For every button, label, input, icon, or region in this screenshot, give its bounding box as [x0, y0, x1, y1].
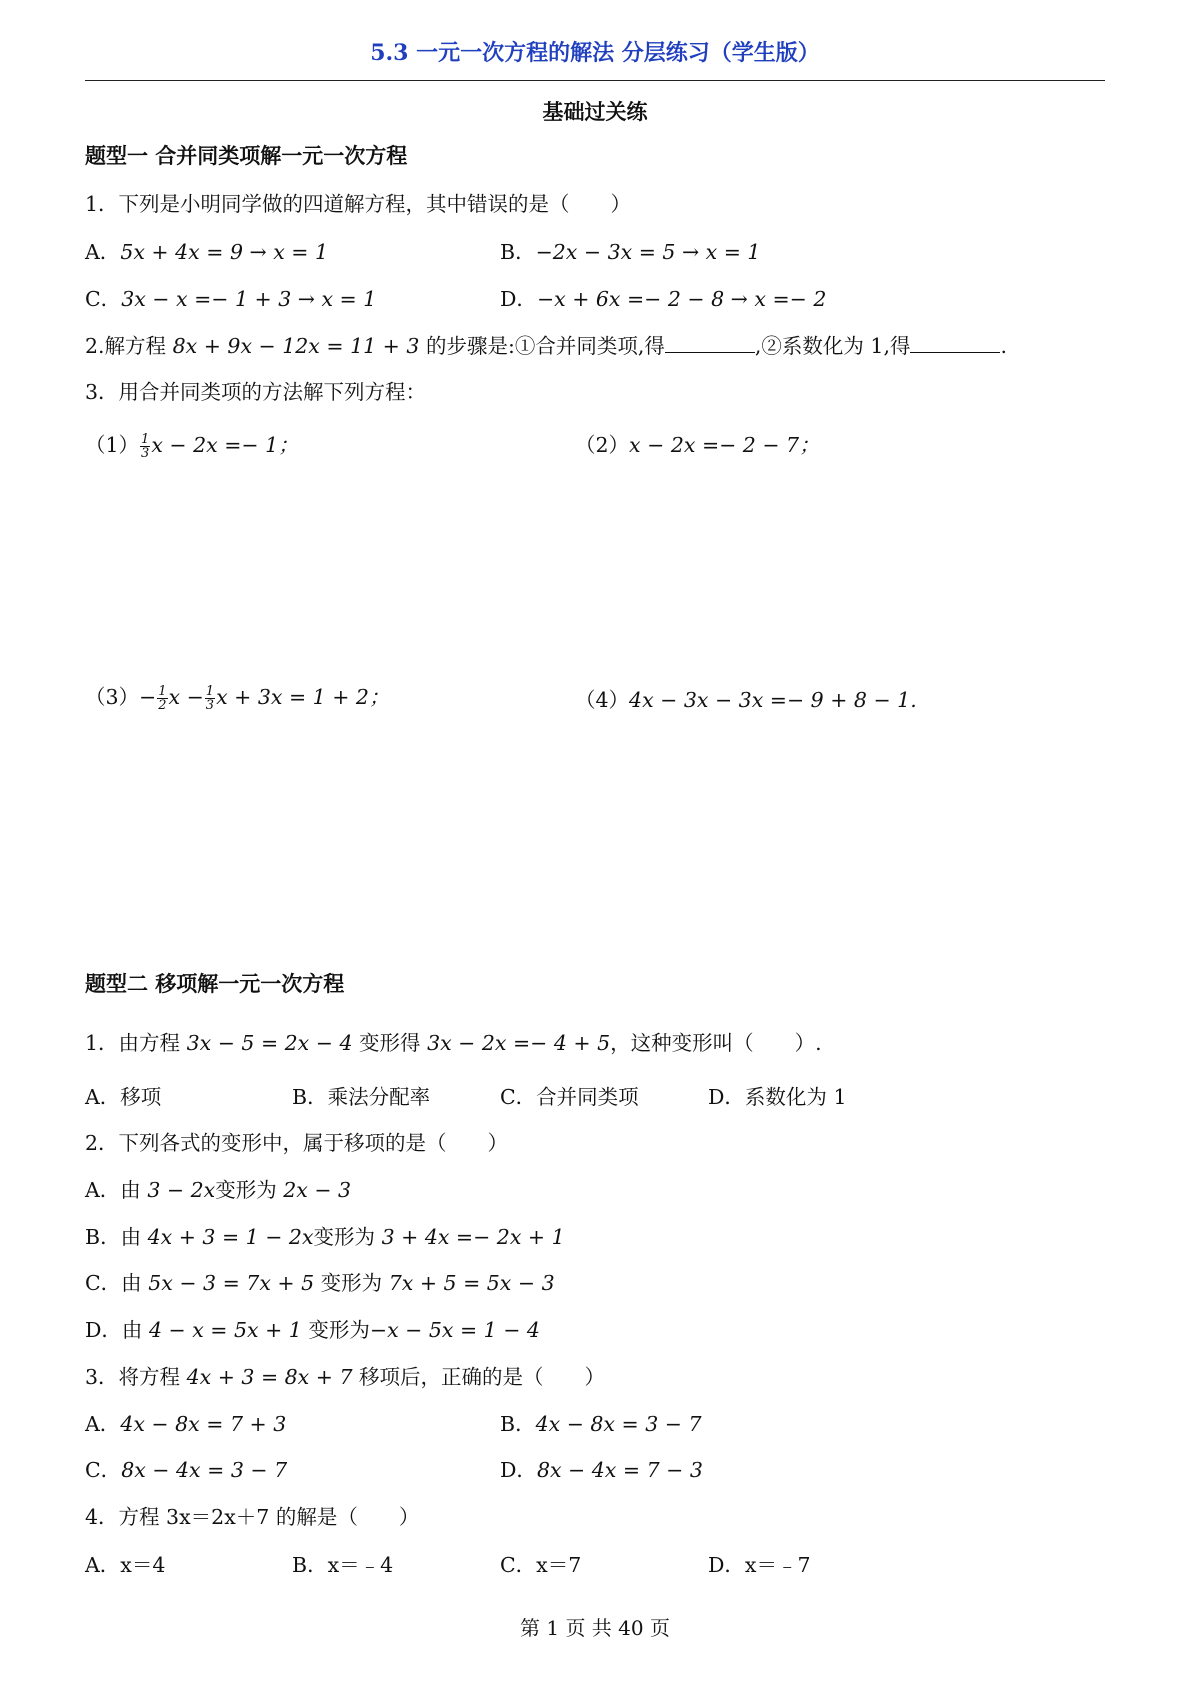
t1-q2: 2.解方程 8x + 9x − 12x = 11 + 3 的步骤是:①合并同类项,得 ,②系数化为 1,得 .: [85, 334, 1008, 358]
t1-q1-option-d: D．−x + 6x =− 2 − 8 → x =− 2: [500, 287, 827, 311]
t1-q1-option-a: A．5x + 4x = 9 → x = 1: [85, 240, 329, 264]
type1-heading: 题型一 合并同类项解一元一次方程: [85, 143, 408, 168]
t2-q1-option-d: D．系数化为 1: [708, 1085, 847, 1109]
t2-q1-option-b: B．乘法分配率: [292, 1085, 431, 1109]
t2-q4-option-d: D．x＝﹣7: [708, 1553, 811, 1577]
t1-q3-part4: （4）4x − 3x − 3x =− 9 + 8 − 1.: [575, 688, 917, 712]
t2-q1-option-c: C．合并同类项: [500, 1085, 639, 1109]
t2-q2-stem: 2．下列各式的变形中，属于移项的是（ ）: [85, 1131, 509, 1155]
t2-q4-option-a: A．x＝4: [85, 1553, 166, 1577]
header-rule: [85, 80, 1105, 81]
t2-q2-option-c: C．由 5x − 3 = 7x + 5 变形为 7x + 5 = 5x − 3: [85, 1271, 555, 1295]
answer-blank-2: [910, 334, 1000, 353]
t1-q3-part3: （3）− $\frac{1}{2}$ x − $\frac{1}{3}$ x + 3x = 1 + 2；: [85, 684, 390, 713]
page-footer: 第 1 页 共 40 页: [520, 1616, 670, 1640]
t1-q1-option-b: B．−2x − 3x = 5 → x = 1: [500, 240, 761, 264]
type2-heading: 题型二 移项解一元一次方程: [85, 971, 345, 996]
t2-q4-option-c: C．x＝7: [500, 1553, 582, 1577]
t2-q2-option-a: A．由 3 − 2x变形为 2x − 3: [85, 1178, 352, 1202]
t2-q1-stem: 1．由方程 3x − 5 = 2x − 4 变形得 3x − 2x =− 4 + 5，这种变形叫（ ）.: [85, 1031, 822, 1055]
t2-q3-option-d: D．8x − 4x = 7 − 3: [500, 1458, 703, 1482]
t1-q3-part1: （1） $\frac{1}{3}$ x − 2x =− 1；: [85, 432, 299, 461]
t2-q2-option-d: D．由 4 − x = 5x + 1 变形为−x − 5x = 1 − 4: [85, 1318, 540, 1342]
document-title: 5.3 一元一次方程的解法 分层练习（学生版）: [370, 40, 820, 66]
t2-q4-stem: 4．方程 3x＝2x＋7 的解是（ ）: [85, 1505, 420, 1529]
t2-q3-option-a: A．4x − 8x = 7 + 3: [85, 1412, 287, 1436]
answer-blank-1: [665, 334, 755, 353]
t2-q4-option-b: B．x＝﹣4: [292, 1553, 394, 1577]
t2-q3-option-c: C．8x − 4x = 3 − 7: [85, 1458, 288, 1482]
t2-q2-option-b: B．由 4x + 3 = 1 − 2x变形为 3 + 4x =− 2x + 1: [85, 1225, 565, 1249]
t1-q3-part2: （2）x − 2x =− 2 − 7；: [575, 433, 820, 457]
section-title: 基础过关练: [542, 99, 648, 124]
t1-q3-stem: 3．用合并同类项的方法解下列方程：: [85, 380, 427, 404]
t2-q3-stem: 3．将方程 4x + 3 = 8x + 7 移项后，正确的是（ ）: [85, 1365, 606, 1389]
t1-q1-option-c: C．3x − x =− 1 + 3 → x = 1: [85, 287, 377, 311]
t2-q3-option-b: B．4x − 8x = 3 − 7: [500, 1412, 702, 1436]
t2-q1-option-a: A．移项: [85, 1085, 162, 1109]
t1-q1-stem: 1．下列是小明同学做的四道解方程，其中错误的是（ ）: [85, 192, 632, 216]
